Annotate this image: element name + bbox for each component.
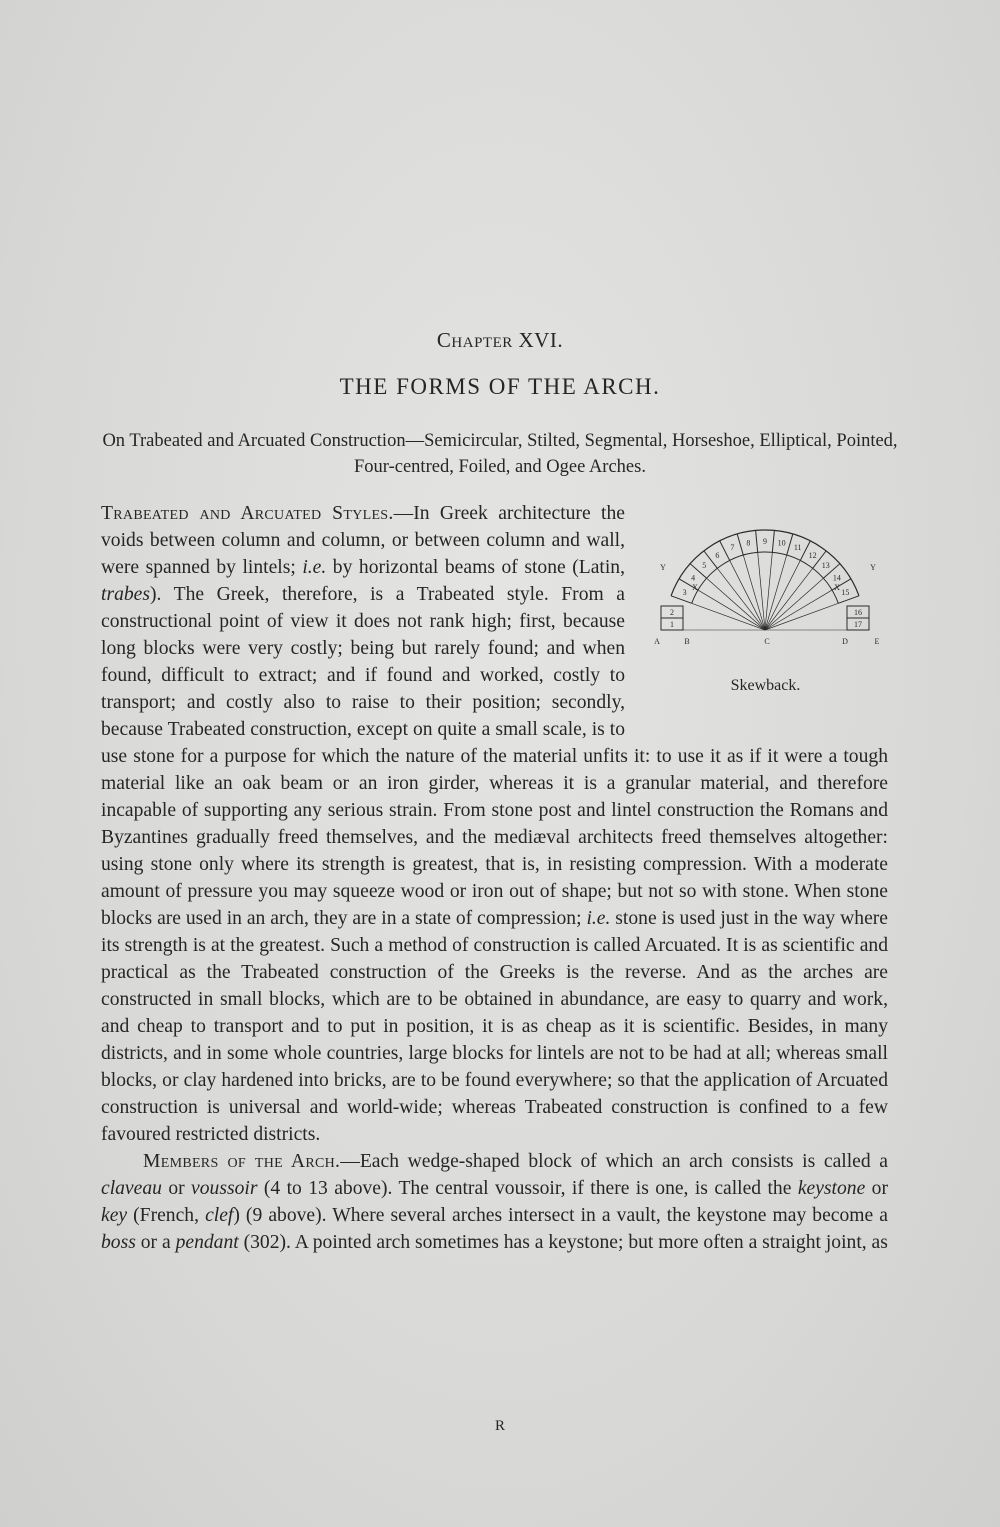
section-heading-members: Members of the Arch.	[143, 1151, 341, 1172]
voussoir-number: 3	[682, 587, 687, 597]
page-signature: R	[494, 1418, 505, 1434]
point-label-x-left: X	[692, 583, 698, 592]
radial-line	[717, 568, 765, 630]
arch-diagram	[643, 502, 888, 672]
voussoir-number: 11	[793, 543, 802, 553]
skewback-figure	[643, 502, 888, 716]
italic-term: i.e.	[302, 557, 327, 578]
point-label-d: D	[842, 637, 848, 646]
voussoir-joint	[787, 534, 793, 555]
italic-term-keystone: keystone	[797, 1178, 866, 1199]
radial-line	[692, 603, 765, 630]
point-label-e: E	[874, 637, 880, 646]
voussoir-number: 8	[746, 538, 751, 548]
voussoir-joint	[737, 534, 743, 555]
italic-term: i.e.	[586, 908, 611, 929]
radial-line	[765, 568, 813, 630]
point-label-y-right: Y	[870, 563, 876, 572]
chapter-title: THE FORMS OF THE ARCH.	[339, 374, 661, 399]
text-run: ) (9 above). Where several arches intersect in a vault, the keystone may become a	[233, 1205, 888, 1226]
voussoir-number: 15	[841, 587, 850, 597]
voussoir-number: 6	[715, 550, 720, 560]
text-run: or	[161, 1178, 192, 1199]
radial-line	[707, 578, 765, 630]
voussoir-number: 4	[691, 573, 696, 583]
voussoir-number: 7	[730, 543, 735, 553]
italic-term-key: key	[101, 1205, 128, 1226]
section-heading-trabeated: Trabeated and Arcuated Styles.	[101, 503, 394, 524]
point-label-x-right: X	[834, 583, 840, 592]
body-text	[101, 500, 888, 1256]
point-label-b: B	[684, 637, 690, 646]
voussoir-number: 14	[832, 573, 841, 583]
chapter-summary: On Trabeated and Arcuated Construction—Semicircular, Stilted, Segmental, Horseshoe, Elliptical, Pointed, Four-centred, Foiled, and Ogee Arches.	[102, 431, 898, 477]
point-label-c: C	[764, 637, 770, 646]
figure-caption: Skewback.	[730, 677, 801, 694]
voussoir-joint	[756, 530, 758, 552]
point-label-y-left: Y	[660, 563, 666, 572]
pier-block-number: 2	[670, 608, 674, 617]
voussoir-joint	[720, 541, 730, 561]
text-run: (302). A pointed arch sometimes has a keystone; but more often a straight joint, as	[238, 1232, 888, 1253]
voussoir-number: 12	[808, 550, 817, 560]
text-run: (4 to 13 above). The central voussoir, if there is one, is called the	[257, 1178, 798, 1199]
voussoir-number: 10	[777, 538, 786, 548]
pier-block-number: 16	[854, 608, 862, 617]
italic-term-voussoir: voussoir	[191, 1178, 258, 1199]
voussoir-joint	[671, 596, 692, 604]
radial-line	[765, 603, 838, 630]
paragraph-members	[101, 1148, 888, 1256]
voussoir-joint	[772, 530, 774, 552]
voussoir-number: 5	[702, 560, 707, 570]
chapter-number: Chapter XVI.	[436, 328, 564, 352]
text-run: or a	[135, 1232, 176, 1253]
italic-term-pendant: pendant	[175, 1232, 239, 1253]
text-run: or	[865, 1178, 888, 1199]
text-run: —Each wedge-shaped block of which an arch consists is called a	[340, 1151, 888, 1172]
text-run: —In Greek architecture the voids between column and column, or between column and wall, were spanned by lintels;	[101, 503, 625, 578]
voussoir-number: 9	[763, 537, 767, 546]
italic-term-boss: boss	[101, 1232, 136, 1253]
text-run: ). The Greek, therefore, is a Trabeated style. From a constructional point of view it does not rank high; first, because long blocks were very costly; being but rarely found; and when found, difficult to extract; and if found and worked, costly to transport; and costly also to raise to their position; secondly, because Trabeated construction, except on quite a small scale, is to use stone for a purpose for which the nature of the material unfits it: to use it as if it were a tough material like an oak beam or an iron girder, whereas it is a granular material, and therefore incapable of supporting any serious strain. From stone post and lintel construction the Romans and Byzantines gradually freed themselves, and the mediæval architects freed themselves altogether: using stone only where its strength is greatest, that is, in resisting compression. With a moderate amount of pressure you may squeeze wood or iron out of shape; but not so with stone. When stone blocks are used in an arch, they are in a state of compression;	[101, 584, 888, 929]
voussoir-number: 13	[821, 560, 830, 570]
radial-line	[765, 578, 823, 630]
italic-term-trabes: trabes	[101, 584, 150, 605]
point-label-a: A	[654, 637, 660, 646]
text-run: (French,	[127, 1205, 206, 1226]
voussoir-joint	[838, 596, 859, 604]
italic-term-clef: clef	[205, 1205, 234, 1226]
pier-block-number: 17	[854, 620, 862, 629]
text-run: by horizontal beams of stone (Latin,	[326, 557, 625, 578]
pier-block-number: 1	[670, 620, 674, 629]
italic-term-claveau: claveau	[101, 1178, 162, 1199]
text-run: stone is used just in the way where its strength is at the greatest. Such a method of construction is called Arcuated. It is as scientific and practical as the Trabeated construction of the Greeks is the reverse. And as the arches are constructed in small blocks, which are to be obtained in abundance, are easy to quarry and work, and cheap to transport and to put in position, it is as cheap as it is scientific. Besides, in many districts, and in some whole countries, large blocks for lintels are not to be had at all; whereas small blocks, or clay hardened into bricks, are to be found everywhere; so that the application of Arcuated construction is universal and world-wide; whereas Trabeated construction is confined to a few favoured restricted districts.	[101, 908, 888, 1145]
